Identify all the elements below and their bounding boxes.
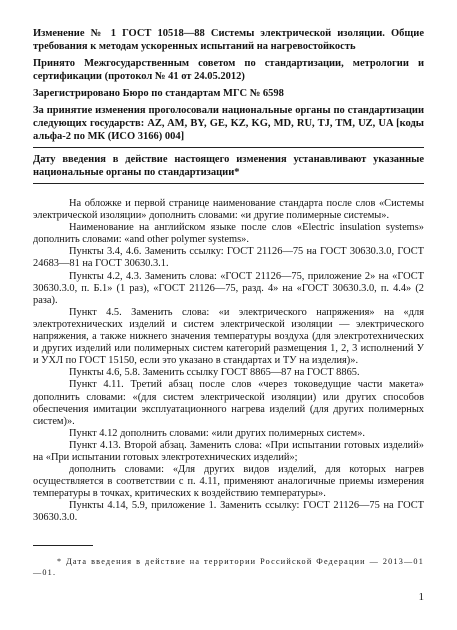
paragraph: дополнить словами: «Для других видов изделий, для которых нагрев осуществляется в соответствии с п. 4.11, применяют аналогичные приемы измерения температуры в точках, критических к воздействию температуры». xyxy=(33,464,424,500)
effective-date-note: Дату введения в действие настоящего изменения устанавливают указанные национальные органы по стандартизации* xyxy=(33,154,424,178)
footnote: * Дата введения в действие на территории Российской Федерации — 2013—01—01. xyxy=(33,557,424,578)
paragraph: Пункты 4.6, 5.8. Заменить ссылку ГОСТ 8865—87 на ГОСТ 8865. xyxy=(69,367,360,379)
paragraph: Пункты 3.4, 4.6. Заменить ссылку: ГОСТ 21126—75 на ГОСТ 30630.3.0, ГОСТ 24683—81 на ГОСТ 30630.3.1. xyxy=(33,246,424,270)
paragraph: Пункт 4.13. Второй абзац. Заменить слова: «При испытании готовых изделий» на «При испытании готовых электротехнических изделий»; xyxy=(33,439,424,463)
amendment-body xyxy=(33,198,424,525)
voting-note: За принятие изменения проголосовали национальные органы по стандартизации следующих государств: AZ, AM, BY, GE, KZ, KG, MD, RU, TJ, TM, UZ, UA [коды альфа-2 по МК (ИСО 3166) 004] xyxy=(33,105,424,142)
page-number: 1 xyxy=(418,591,424,603)
paragraph: Наименование на английском языке после слов «Electric insulation systems» дополнить словами: «and other polymer systems». xyxy=(33,222,424,246)
paragraph: Пункты 4.14, 5.9, приложение 1. Заменить ссылку: ГОСТ 21126—75 на ГОСТ 30630.3.0. xyxy=(33,500,424,524)
paragraph: На обложке и первой странице наименование стандарта после слов «Системы электрической изоляции» дополнить словами: «и другие полимерные системы». xyxy=(33,198,424,222)
paragraph: Пункт 4.11. Третий абзац после слов «через токоведущие части макета» дополнить словами: «(для систем электрической изоляции) или других способов обеспечения имитации эксплуатационного нагрева изделий (для других полимерных систем)». xyxy=(33,379,424,427)
paragraph: Пункт 4.5. Заменить слова: «и электрического напряжения» на «для электротехнических изделий и систем электрической изоляции — электрического напряжения, а также нижнего значения температуры воздуха (для электротехнических и других изделий или полимерных систем категорий размещения 1, 2, 3 исполнений У и УХЛ по ГОСТ 15150, если это указано в стандартах и ТУ на изделия)». xyxy=(33,306,424,367)
adoption-note: Принято Межгосударственным советом по стандартизации, метрологии и сертификации (протокол № 41 от 24.05.2012) xyxy=(33,58,424,82)
document-page xyxy=(33,27,424,525)
footnote-separator xyxy=(33,545,93,546)
divider xyxy=(33,147,424,148)
divider xyxy=(33,183,424,184)
paragraph: Пункты 4.2, 4.3. Заменить слова: «ГОСТ 21126—75, приложение 2» на «ГОСТ 30630.3.0, п. Б.1» (1 раз), «ГОСТ 21126—75, разд. 4» на «ГОСТ 30630.3.0, п. 4.4» (2 раза). xyxy=(33,270,424,306)
amendment-title: Изменение № 1 ГОСТ 10518—88 Системы электрической изоляции. Общие требования к методам ускоренных испытаний на нагревостойкость xyxy=(33,28,424,52)
paragraph: Пункт 4.12 дополнить словами: «или других полимерных систем». xyxy=(69,427,366,439)
registration-note: Зарегистрировано Бюро по стандартам МГС № 6598 xyxy=(33,88,284,99)
